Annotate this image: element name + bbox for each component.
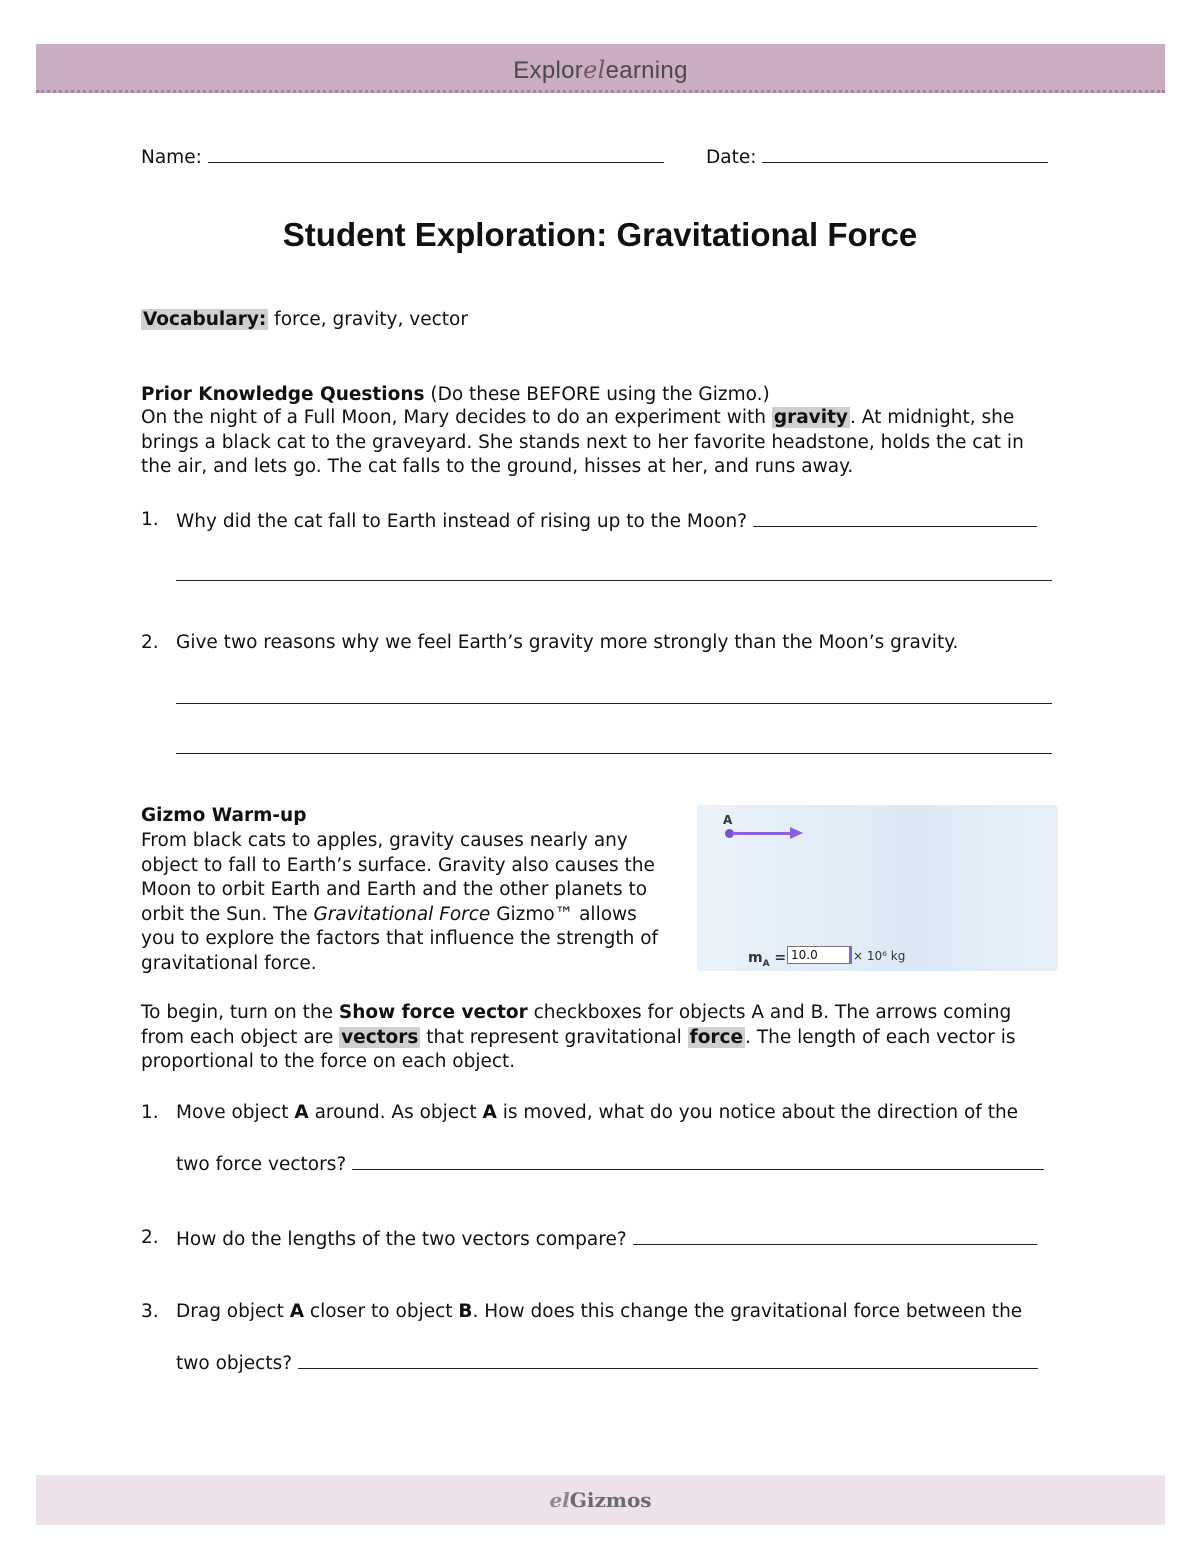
name-line <box>141 145 664 168</box>
mass-label: $m_A$ = <box>748 950 787 969</box>
prior-q1-answer-line <box>176 563 1052 586</box>
prior-q1-blank-2[interactable] <box>176 563 1052 581</box>
warmup-heading-line <box>141 805 306 826</box>
warmup-q1-number: 1. <box>141 1102 159 1123</box>
warmup-q3-cont: two objects? <box>176 1351 1038 1374</box>
prior-q1-blank[interactable] <box>753 509 1037 527</box>
prior-q2-answer-line-1 <box>176 686 1052 709</box>
prior-q2-blank-1[interactable] <box>176 686 1052 704</box>
date-line <box>706 145 1048 168</box>
gravity-term: gravity <box>773 407 848 428</box>
vocabulary-terms: force, gravity, vector <box>268 309 468 330</box>
prior-q2-answer-line-2 <box>176 736 1052 759</box>
warmup-q3-number: 3. <box>141 1301 159 1322</box>
prior-heading-line <box>141 384 770 405</box>
warmup-q3-blank[interactable] <box>298 1351 1038 1369</box>
header-band <box>36 44 1165 93</box>
date-label: Date: <box>706 147 757 168</box>
vocabulary-label: Vocabulary: <box>143 309 267 330</box>
prior-q2: Give two reasons why we feel Earth’s gravity more strongly than the Moon’s gravity. <box>176 632 959 653</box>
vocabulary-line <box>141 309 468 330</box>
object-a-label: A <box>723 813 733 827</box>
prior-q1: Why did the cat fall to Earth instead of rising up to the Moon? <box>176 509 1037 532</box>
begin-paragraph: To begin, turn on the Show force vector checkboxes for objects A and B. The arrows coming from each object are vectors that represent gravitational force . The length of each vector is proportional to the force on each object. <box>141 1002 1016 1072</box>
mass-unit: × 10⁶ kg <box>853 949 906 963</box>
warmup-heading: Gizmo Warm-up <box>141 805 307 826</box>
prior-q2-number: 2. <box>141 632 159 653</box>
prior-q2-blank-2[interactable] <box>176 736 1052 754</box>
explorelearning-logo: Explorelearning <box>513 56 688 84</box>
force-vector-arrowhead <box>790 827 803 839</box>
gizmo-name: Gravitational Force <box>313 903 491 925</box>
prior-q1-number: 1. <box>141 509 159 530</box>
name-blank[interactable] <box>208 145 664 163</box>
page-title: Student Exploration: Gravitational Force <box>282 216 918 253</box>
footer-band <box>36 1475 1165 1525</box>
warmup-q3: Drag object A closer to object B. How does this change the gravitational force between the <box>176 1301 1023 1322</box>
warmup-q2: How do the lengths of the two vectors compare? <box>176 1227 1037 1250</box>
warmup-q1-blank[interactable] <box>352 1152 1044 1170</box>
gizmos-logo: elGizmos <box>549 1488 652 1512</box>
warmup-q1: Move object A around. As object A is moved, what do you notice about the direction of the <box>176 1102 1019 1123</box>
warmup-paragraph: From black cats to apples, gravity causes nearly any object to fall to Earth’s surface. Gravity also causes the Moon to orbit Earth and Earth and the other planets to orbit the Sun. The Gravitational Force Gizmo™ allows you to explore the factors that influence the strength of gravitational force. <box>141 830 659 974</box>
warmup-q2-blank[interactable] <box>633 1227 1037 1245</box>
mass-input: 10.0 <box>787 946 852 964</box>
warmup-q1-cont: two force vectors? <box>176 1152 1044 1175</box>
force-vector-arrow <box>732 832 792 835</box>
show-force-vector-text: Show force vector <box>338 1002 528 1023</box>
prior-paragraph: On the night of a Full Moon, Mary decides to do an experiment with gravity . At midnight, she brings a black cat to the graveyard. She stands next to her favorite headstone, holds the cat in the air, and lets go. The cat falls to the ground, hisses at her, and runs away. <box>141 407 1024 477</box>
name-label: Name: <box>141 147 202 168</box>
date-blank[interactable] <box>762 145 1048 163</box>
force-term: force <box>689 1026 744 1048</box>
prior-heading: Prior Knowledge Questions <box>141 384 425 405</box>
prior-note: (Do these BEFORE using the Gizmo.) <box>424 384 770 405</box>
gizmo-screenshot <box>697 805 1058 971</box>
vectors-term: vectors <box>341 1026 419 1048</box>
warmup-q2-number: 2. <box>141 1227 159 1248</box>
